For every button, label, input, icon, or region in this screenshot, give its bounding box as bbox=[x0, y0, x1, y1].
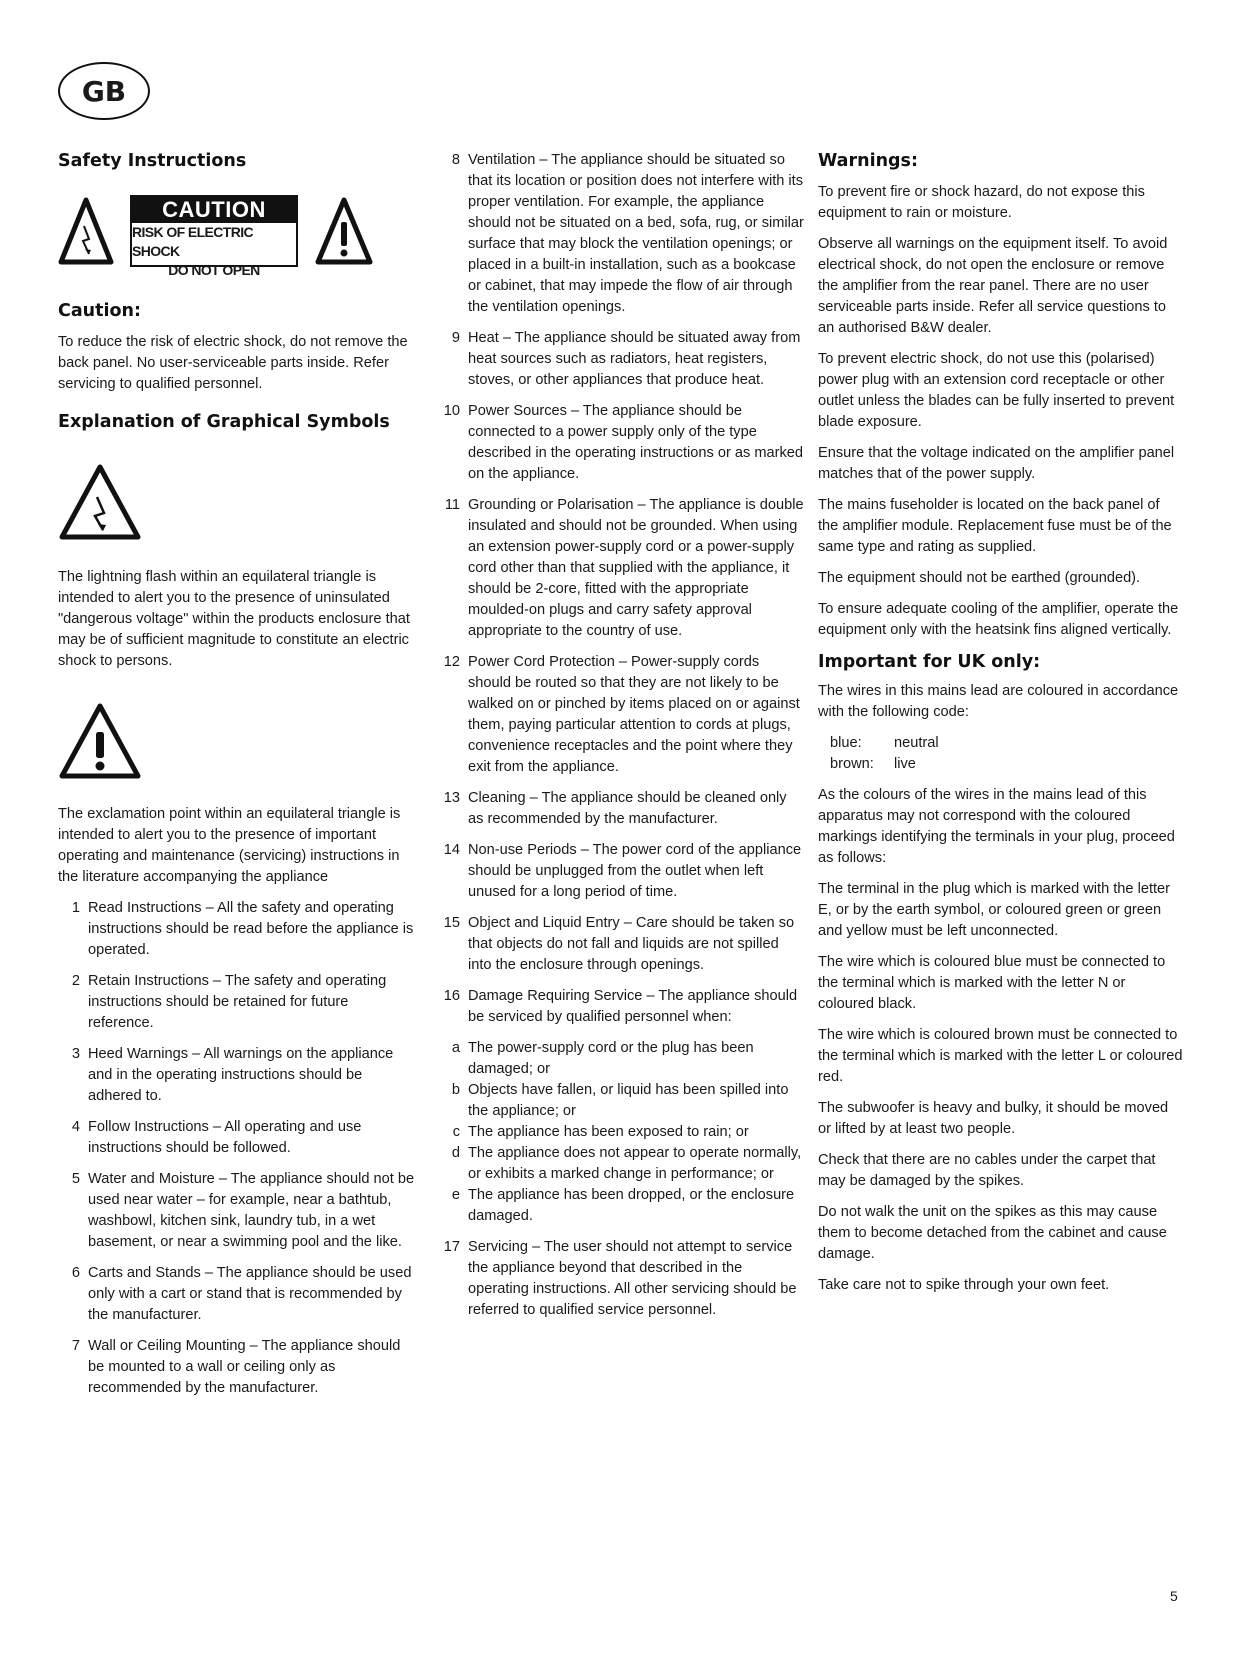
list-item: 6 Carts and Stands – The appliance should be used only with a cart or stand that is recommended by the manufacturer. bbox=[71, 1265, 412, 1323]
uk-paragraph: As the colours of the wires in the mains lead of this apparatus may not correspond with the coloured markings identifying the terminals in your plug, proceed as follows: bbox=[818, 787, 1175, 866]
list-item: b Objects have fallen, or liquid has been spilled into the appliance; or bbox=[451, 1082, 789, 1119]
list-item: 3 Heed Warnings – All warnings on the appliance and in the operating instructions should be adhered to. bbox=[71, 1046, 394, 1104]
caution-sign-line2: DO NOT OPEN bbox=[168, 262, 260, 278]
list-item: 12 Power Cord Protection – Power-supply cords should be routed so that they are not likely to be walked on or pinched by items placed on or against them, paying particular attention to cords at plugs, convenience receptacles and the point where they exit from the appliance. bbox=[443, 654, 800, 775]
list-item: 7 Wall or Ceiling Mounting – The appliance should be mounted to a wall or ceiling only as recommended by the manufacturer. bbox=[71, 1338, 401, 1396]
list-item: 13 Cleaning – The appliance should be cleaned only as recommended by the manufacturer. bbox=[443, 790, 787, 827]
list-item: 8 Ventilation – The appliance should be situated so that its location or position does not interfere with its proper ventilation. For example, the appliance should not be situated on a bed, sofa, rug, or similar surface that may block the ventilation openings; or placed in a built-in installation, such as a bookcase or cabinet, that may impede the flow of air through the ventilation openings. bbox=[451, 152, 804, 315]
uk-paragraph: The wire which is coloured blue must be connected to the terminal which is marked with the letter N or coloured black. bbox=[818, 954, 1166, 1012]
caution-text: To reduce the risk of electric shock, do not remove the back panel. No user-serviceable parts inside. Refer servicing to qualified personnel. bbox=[58, 334, 408, 392]
graphical-symbols-heading: Explanation of Graphical Symbols bbox=[58, 412, 390, 432]
warning-paragraph: To prevent electric shock, do not use this (polarised) power plug with an extension cord receptacle or other outlet unless the blades can be fully inserted to prevent blade exposure. bbox=[818, 351, 1175, 430]
lightning-explanation: The lightning flash within an equilateral triangle is intended to alert you to the presence of uninsulated "dangerous voltage" within the products enclosure that may be of sufficient magnitude to constitute an electric shock to persons. bbox=[58, 569, 410, 669]
list-item: 16 Damage Requiring Service – The appliance should be serviced by qualified personnel when: bbox=[443, 988, 798, 1025]
caution-heading: Caution: bbox=[58, 301, 141, 321]
lightning-warning-icon bbox=[58, 196, 114, 266]
damage-sublist bbox=[438, 1038, 806, 1227]
caution-label bbox=[58, 188, 418, 278]
uk-paragraph: The wire which is coloured brown must be connected to the terminal which is marked with the letter L or coloured red. bbox=[818, 1027, 1183, 1085]
code-row: blue: neutral bbox=[830, 735, 939, 751]
exclamation-warning-icon bbox=[314, 196, 374, 266]
lightning-symbol-icon bbox=[58, 463, 142, 541]
safety-list-8-16 bbox=[438, 150, 806, 1028]
list-item: 9 Heat – The appliance should be situated away from heat sources such as radiators, heat registers, stoves, or other appliances that produce heat. bbox=[451, 330, 801, 388]
list-item: e The appliance has been dropped, or the enclosure damaged. bbox=[451, 1187, 795, 1224]
warning-paragraph: Ensure that the voltage indicated on the amplifier panel matches that of the power supply. bbox=[818, 445, 1175, 482]
list-item: 11 Grounding or Polarisation – The appliance is double insulated and should not be grounded. When using an extension power-supply cord or a power-supply cord other than that supplied with the appliance, it should be 2-core, fitted with the appropriate moulded-on plugs and carry safety approval appropriate to the country of use. bbox=[444, 497, 804, 639]
list-item: 1 Read Instructions – All the safety and operating instructions should be read before the appliance is operated. bbox=[71, 900, 414, 958]
caution-sign bbox=[130, 195, 298, 278]
uk-paragraph: Do not walk the unit on the spikes as this may cause them to become detached from the cabinet and cause damage. bbox=[818, 1204, 1167, 1262]
uk-paragraph: The terminal in the plug which is marked with the letter E, or by the earth symbol, or coloured green or green and yellow must be left unconnected. bbox=[818, 881, 1171, 939]
column-right bbox=[818, 150, 1183, 1306]
code-row: brown: live bbox=[830, 756, 916, 772]
wire-color-code bbox=[830, 733, 1183, 775]
warning-paragraph: To prevent fire or shock hazard, do not expose this equipment to rain or moisture. bbox=[818, 184, 1145, 221]
exclamation-explanation: The exclamation point within an equilateral triangle is intended to alert you to the presence of important operating and maintenance (servicing) instructions in the literature accompanying the appliance bbox=[58, 806, 401, 885]
caution-sign-line1: RISK OF ELECTRIC SHOCK bbox=[132, 224, 254, 259]
safety-list-17 bbox=[438, 1237, 806, 1321]
uk-paragraph: Check that there are no cables under the carpet that may be damaged by the spikes. bbox=[818, 1152, 1156, 1189]
uk-paragraph: Take care not to spike through your own feet. bbox=[818, 1277, 1110, 1293]
warning-paragraph: The equipment should not be earthed (grounded). bbox=[818, 570, 1141, 586]
page-number: 5 bbox=[1170, 1588, 1178, 1604]
safety-instructions-heading: Safety Instructions bbox=[58, 151, 247, 171]
exclamation-symbol-icon bbox=[58, 702, 142, 780]
warning-paragraph: The mains fuseholder is located on the back panel of the amplifier module. Replacement fuse must be of the same type and rating as supplied. bbox=[818, 497, 1172, 555]
list-item: c The appliance has been exposed to rain; or bbox=[452, 1124, 749, 1140]
caution-sign-title: CAUTION bbox=[132, 197, 296, 223]
warning-paragraph: Observe all warnings on the equipment itself. To avoid electrical shock, do not open the enclosure or remove the amplifier from the rear panel. There are no user serviceable parts inside. Refer all service questions to an authorised B&W dealer. bbox=[818, 236, 1168, 336]
uk-paragraph: The subwoofer is heavy and bulky, it should be moved or lifted by at least two people. bbox=[818, 1100, 1169, 1137]
list-item: 4 Follow Instructions – All operating and use instructions should be followed. bbox=[71, 1119, 362, 1156]
column-middle bbox=[438, 150, 806, 1331]
safety-list-1-7 bbox=[58, 898, 418, 1399]
warnings-heading: Warnings: bbox=[818, 151, 918, 171]
list-item: 10 Power Sources – The appliance should be connected to a power supply only of the type described in the operating instructions or as marked on the appliance. bbox=[443, 403, 804, 482]
uk-only-heading: Important for UK only: bbox=[818, 652, 1041, 672]
list-item: 2 Retain Instructions – The safety and operating instructions should be retained for future reference. bbox=[71, 973, 387, 1031]
list-item: d The appliance does not appear to operate normally, or exhibits a marked change in performance; or bbox=[451, 1145, 802, 1182]
list-item: a The power-supply cord or the plug has been damaged; or bbox=[451, 1040, 754, 1077]
list-item: 15 Object and Liquid Entry – Care should be taken so that objects do not fall and liquids are not spilled into the enclosure through openings. bbox=[443, 915, 795, 973]
warning-paragraph: To ensure adequate cooling of the amplifier, operate the equipment only with the heatsink fins aligned vertically. bbox=[818, 601, 1179, 638]
list-item: 5 Water and Moisture – The appliance should not be used near water – for example, near a bathtub, washbowl, kitchen sink, laundry tub, in a wet basement, or near a swimming pool and the like. bbox=[71, 1171, 415, 1250]
list-item: 17 Servicing – The user should not attempt to service the appliance beyond that described in the operating instructions. All other servicing should be referred to qualified service personnel. bbox=[443, 1239, 797, 1318]
column-left bbox=[58, 150, 418, 1409]
list-item: 14 Non-use Periods – The power cord of the appliance should be unplugged from the outlet when left unused for a long period of time. bbox=[443, 842, 802, 900]
uk-intro: The wires in this mains lead are coloured in accordance with the following code: bbox=[818, 683, 1179, 720]
country-badge: GB bbox=[58, 62, 150, 120]
